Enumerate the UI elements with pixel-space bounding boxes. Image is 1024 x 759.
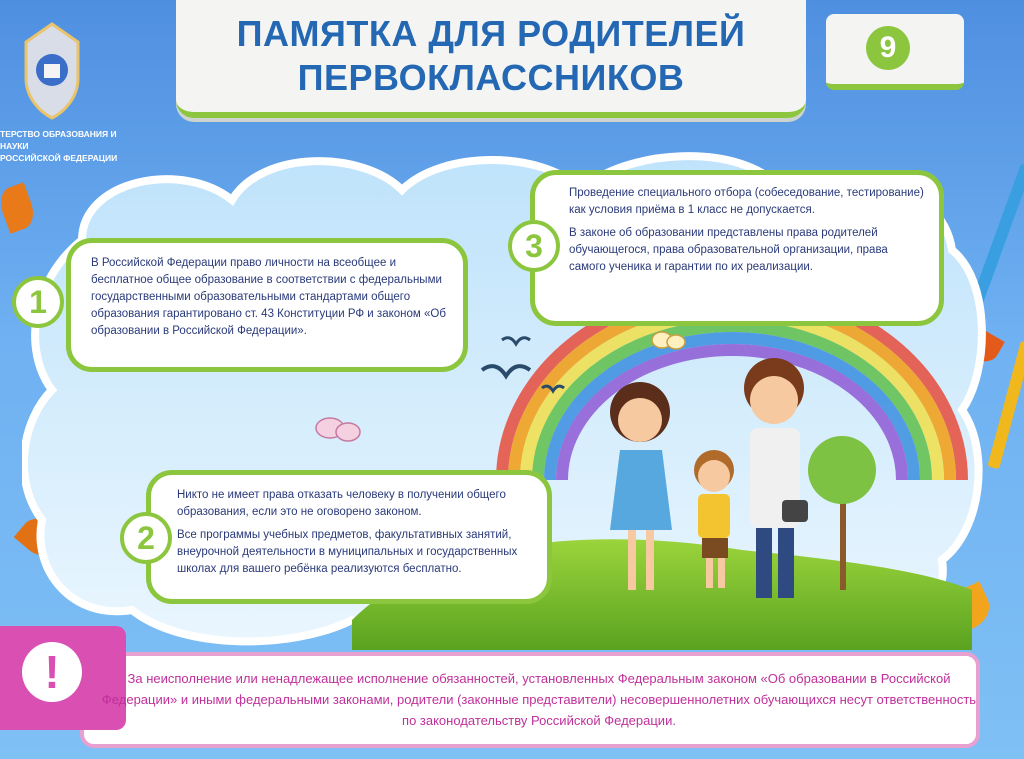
card-3-number: 3 bbox=[508, 220, 560, 272]
card-2-text-1: Никто не имеет права отказать человеку в получении общего образования, если это не оговорено законом. bbox=[177, 489, 506, 518]
card-1-text: В Российской Федерации право личности на всеобщее и бесплатное общее образование в соответствии с федеральными государственными образовательными стандартами общего образования гарантировано ст. 43 Конституции РФ и законом «Об образовании в Российской Федерации». bbox=[91, 257, 446, 337]
pencil-icon bbox=[987, 341, 1024, 470]
page-title bbox=[176, 12, 806, 100]
warning-text: За неисполнение или ненадлежащее исполнение обязанностей, установленных Федеральным законом «Об образовании в Российской Федерации» и иными федеральными законами, родители (законные представители) несовершеннолетних обучающихся несут ответственность по законодательству Российской Федерации. bbox=[101, 671, 977, 728]
ministry-caption bbox=[0, 128, 120, 164]
card-3-text-1: Проведение специального отбора (собеседование, тестирование) как условия приёма в 1 класс не допускается. bbox=[569, 187, 924, 216]
card-2-text-2: Все программы учебных предметов, факультативных занятий, внеурочной деятельности в муниципальных и государственных школах для вашего ребёнка реализуются бесплатно. bbox=[177, 529, 518, 575]
ministry-line-1: ТЕРСТВО ОБРАЗОВАНИЯ И НАУКИ bbox=[0, 129, 117, 151]
exclamation-icon: ! bbox=[22, 642, 82, 702]
title-line-2: ПЕРВОКЛАССНИКОВ bbox=[297, 57, 685, 98]
info-card-2 bbox=[146, 470, 552, 604]
card-2-number: 2 bbox=[120, 512, 172, 564]
info-card-1 bbox=[66, 238, 468, 372]
ministry-emblem-icon bbox=[8, 18, 96, 126]
title-line-1: ПАМЯТКА ДЛЯ РОДИТЕЛЕЙ bbox=[236, 13, 746, 54]
card-1-number: 1 bbox=[12, 276, 64, 328]
info-card-3 bbox=[530, 170, 944, 326]
page-number: 9 bbox=[866, 26, 910, 70]
card-3-text-2: В законе об образовании представлены права родителей обучающегося, права образовательной организации, права самого ученика и гарантии по их реализации. bbox=[569, 227, 888, 273]
ministry-line-2: РОССИЙСКОЙ ФЕДЕРАЦИИ bbox=[0, 153, 118, 163]
